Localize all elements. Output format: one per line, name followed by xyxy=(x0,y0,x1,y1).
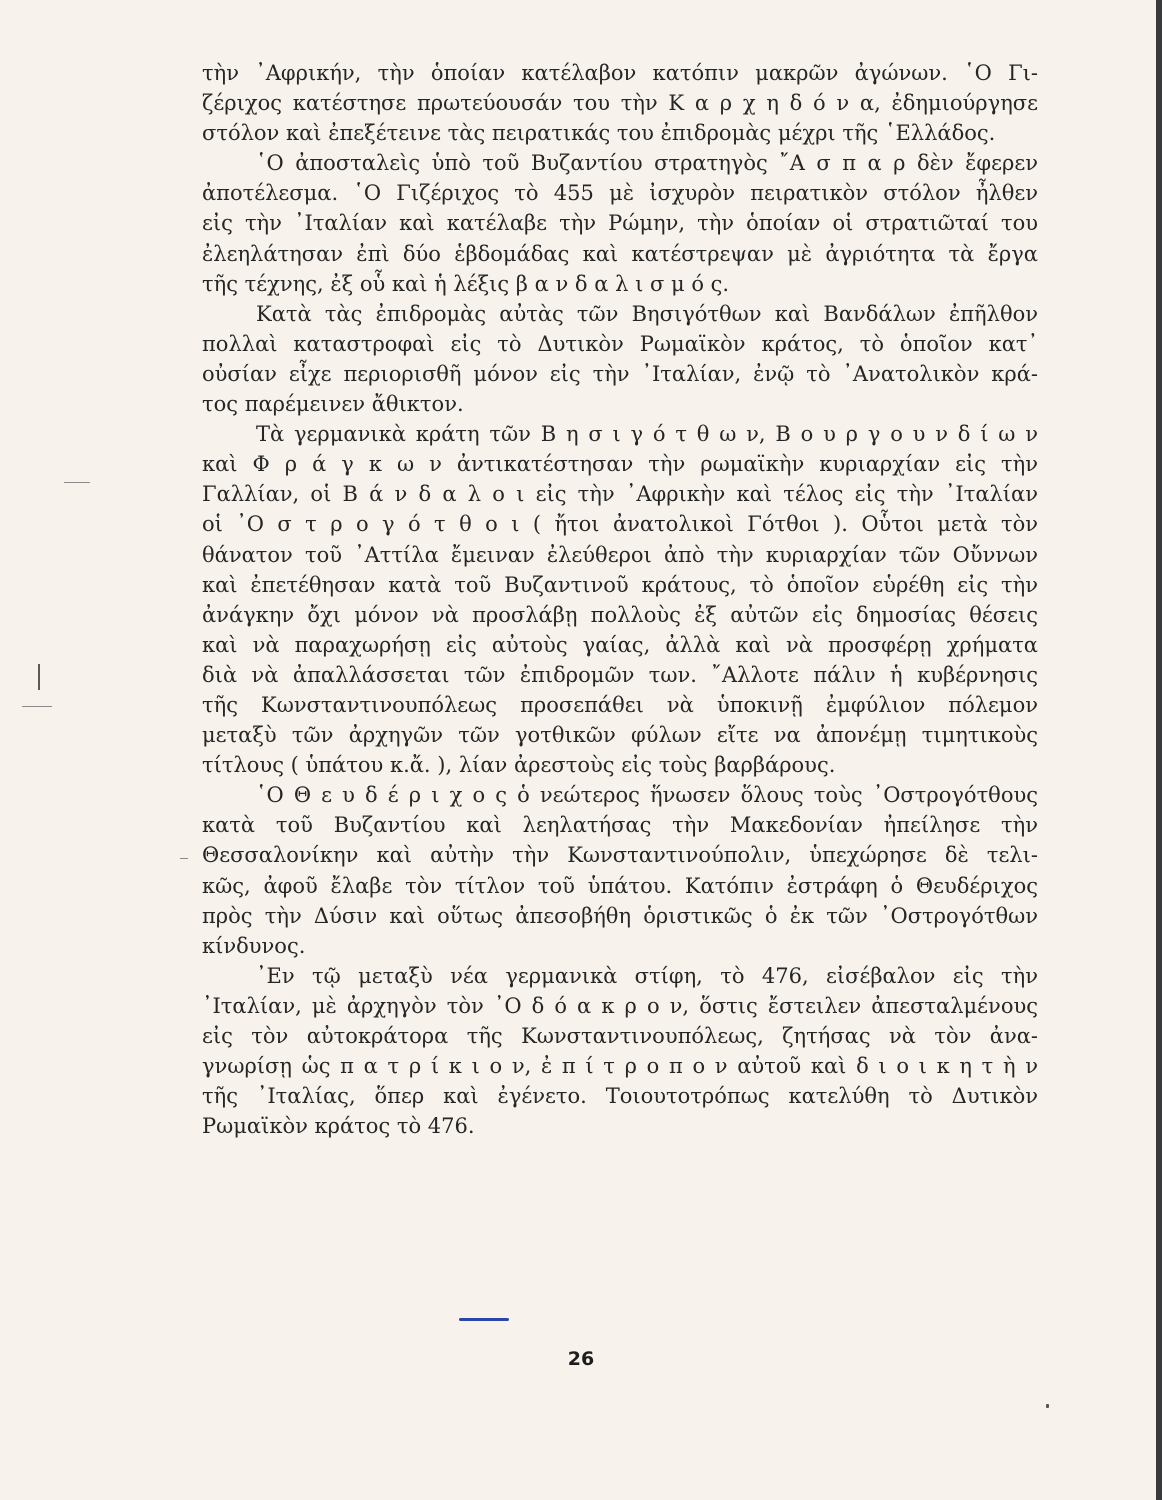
text-line: κίνδυνος. xyxy=(202,933,306,958)
text-line: Κατὰ τὰς ἐπιδρομὰς αὐτὰς τῶν Βησιγότθων καὶ Βανδάλων ἐπῆλθον xyxy=(256,301,1038,326)
text-line: καὶ ἐπετέθησαν κατὰ τοῦ Βυζαντινοῦ κράτους, τὸ ὁποῖον εὑρέθη εἰς τὴν xyxy=(202,572,1038,597)
body-text xyxy=(202,58,1038,1141)
text-line: ἀποτέλεσμα. ῾Ο Γιζέριχος τὸ 455 μὲ ἰσχυρὸν πειρατικὸν στόλον ἦλθεν xyxy=(202,181,1038,206)
stray-ink-dot xyxy=(1046,1404,1049,1408)
text-line: εἰς τὴν ᾿Ιταλίαν καὶ κατέλαβε τὴν Ρώμην, τὴν ὁποίαν οἱ στρατιῶταί του xyxy=(202,211,1038,236)
text-line: εἰς τὸν αὐτοκράτορα τῆς Κωνσταντινουπόλεως, ζητήσας νὰ τὸν ἀνα- xyxy=(202,1024,1038,1048)
text-line: διὰ νὰ ἀπαλλάσσεται τῶν ἐπιδρομῶν των. ῎Αλλοτε πάλιν ἡ κυβέρνησις xyxy=(202,662,1038,687)
text-line: ἀνάγκην ὄχι μόνον νὰ προσλάβῃ πολλοὺς ἐξ αὐτῶν εἰς δημοσίας θέσεις xyxy=(202,602,1038,627)
page-number: 26 xyxy=(567,1348,595,1370)
text-line: θάνατον τοῦ ᾿Αττίλα ἔμειναν ἐλεύθεροι ἀπὸ τὴν κυριαρχίαν τῶν Οὔννων xyxy=(202,542,1038,567)
margin-pencil-mark xyxy=(64,482,90,483)
text-line: μεταξὺ τῶν ἀρχηγῶν τῶν γοτθικῶν φύλων εἴτε να ἀπονέμῃ τιμητικοὺς xyxy=(202,723,1038,748)
text-line: ῾Ο ἀποσταλεὶς ὑπὸ τοῦ Βυζαντίου στρατηγὸς ῎Α σ π α ρ δὲν ἔφερεν xyxy=(256,151,1038,176)
text-line: κῶς, ἀφοῦ ἔλαβε τὸν τίτλον τοῦ ὑπάτου. Κατόπιν ἐστράφη ὁ Θευδέριχος xyxy=(202,873,1038,898)
text-line: ζέριχος κατέστησε πρωτεύουσάν του τὴν Κ α ρ χ η δ ό ν α, ἐδημιούργησε xyxy=(202,91,1038,116)
text-line: τίτλους ( ὑπάτου κ.ἄ. ), λίαν ἀρεστοὺς εἰς τοὺς βαρβάρους. xyxy=(202,753,836,778)
text-line: ἐλεηλάτησαν ἐπὶ δύο ἑβδομάδας καὶ κατέστρεψαν μὲ ἀγριότητα τὰ ἔργα xyxy=(202,241,1038,266)
ink-underline-mark xyxy=(459,1318,509,1321)
text-line: τὴν ᾿Αφρικήν, τὴν ὁποίαν κατέλαβον κατόπιν μακρῶν ἀγώνων. ῾Ο Γι- xyxy=(202,61,1038,85)
text-line: οὐσίαν εἶχε περιορισθῆ μόνον εἰς τὴν ᾿Ιταλίαν, ἐνῷ τὸ ᾿Ανατολικὸν κρά- xyxy=(202,361,1038,386)
margin-pencil-mark xyxy=(38,664,40,690)
text-line: καὶ νὰ παραχωρήσῃ εἰς αὐτοὺς γαίας, ἀλλὰ καὶ νὰ προσφέρῃ χρήματα xyxy=(202,632,1038,657)
text-line: ᾿Εν τῷ μεταξὺ νέα γερμανικὰ στίφη, τὸ 476, εἰσέβαλον εἰς τὴν xyxy=(256,963,1038,988)
page-edge xyxy=(1156,0,1162,1500)
text-line: πρὸς τὴν Δύσιν καὶ οὕτως ἀπεσοβήθη ὁριστικῶς ὁ ἐκ τῶν ᾿Οστρογότθων xyxy=(202,903,1038,928)
text-line: Θεσσαλονίκην καὶ αὐτὴν τὴν Κωνσταντινούπολιν, ὑπεχώρησε δὲ τελι- xyxy=(202,843,1038,868)
margin-pencil-mark xyxy=(22,706,52,707)
text-line: τῆς ᾿Ιταλίας, ὅπερ καὶ ἐγένετο. Τοιουτοτρόπως κατελύθη τὸ Δυτικὸν xyxy=(202,1084,1038,1109)
text-line: στόλον καὶ ἐπεξέτεινε τὰς πειρατικάς του ἐπιδρομὰς μέχρι τῆς ῾Ελλάδος. xyxy=(202,121,996,146)
text-line: γνωρίσῃ ὡς π α τ ρ ί κ ι ο ν, ἐ π ί τ ρ ο π ο ν αὐτοῦ καὶ δ ι ο ι κ η τ ὴ ν xyxy=(202,1054,1038,1079)
text-line: Γαλλίαν, οἱ Β ά ν δ α λ ο ι εἰς τὴν ᾿Αφρικὴν καὶ τέλος εἰς τὴν ᾿Ιταλίαν xyxy=(202,482,1038,507)
text-line: κατὰ τοῦ Βυζαντίου καὶ λεηλατήσας τὴν Μακεδονίαν ἠπείλησε τὴν xyxy=(202,813,1038,838)
text-line: οἱ ᾿Ο σ τ ρ ο γ ό τ θ ο ι ( ἤτοι ἀνατολικοὶ Γότθοι ). Οὗτοι μετὰ τὸν xyxy=(202,512,1038,537)
text-line: τῆς Κωνσταντινουπόλεως προσεπάθει νὰ ὑποκινῇ ἐμφύλιον πόλεμον xyxy=(202,692,1038,717)
text-line: ῾Ο Θ ε υ δ έ ρ ι χ ο ς ὁ νεώτερος ἥνωσεν ὅλους τοὺς ᾿Οστρογότθους xyxy=(256,783,1038,808)
text-line: πολλαὶ καταστροφαὶ εἰς τὸ Δυτικὸν Ρωμαϊκὸν κράτος, τὸ ὁποῖον κατ᾿ xyxy=(202,331,1038,356)
text-line: τος παρέμεινεν ἄθικτον. xyxy=(202,392,464,417)
margin-pencil-mark xyxy=(180,858,188,859)
text-line: ᾿Ιταλίαν, μὲ ἀρχηγὸν τὸν ᾿Ο δ ό α κ ρ ο ν, ὅστις ἔστειλεν ἀπεσταλμένους xyxy=(202,993,1038,1018)
text-line: Ρωμαϊκὸν κράτος τὸ 476. xyxy=(202,1114,475,1139)
text-line: Τὰ γερμανικὰ κράτη τῶν Β η σ ι γ ό τ θ ω ν, Β ο υ ρ γ ο υ ν δ ί ω ν xyxy=(256,422,1038,447)
text-line: καὶ Φ ρ ά γ κ ω ν ἀντικατέστησαν τὴν ρωμαϊκὴν κυριαρχίαν εἰς τὴν xyxy=(202,452,1038,477)
text-line: τῆς τέχνης, ἐξ οὗ καὶ ἡ λέξις β α ν δ α λ ι σ μ ό ς. xyxy=(202,271,730,296)
